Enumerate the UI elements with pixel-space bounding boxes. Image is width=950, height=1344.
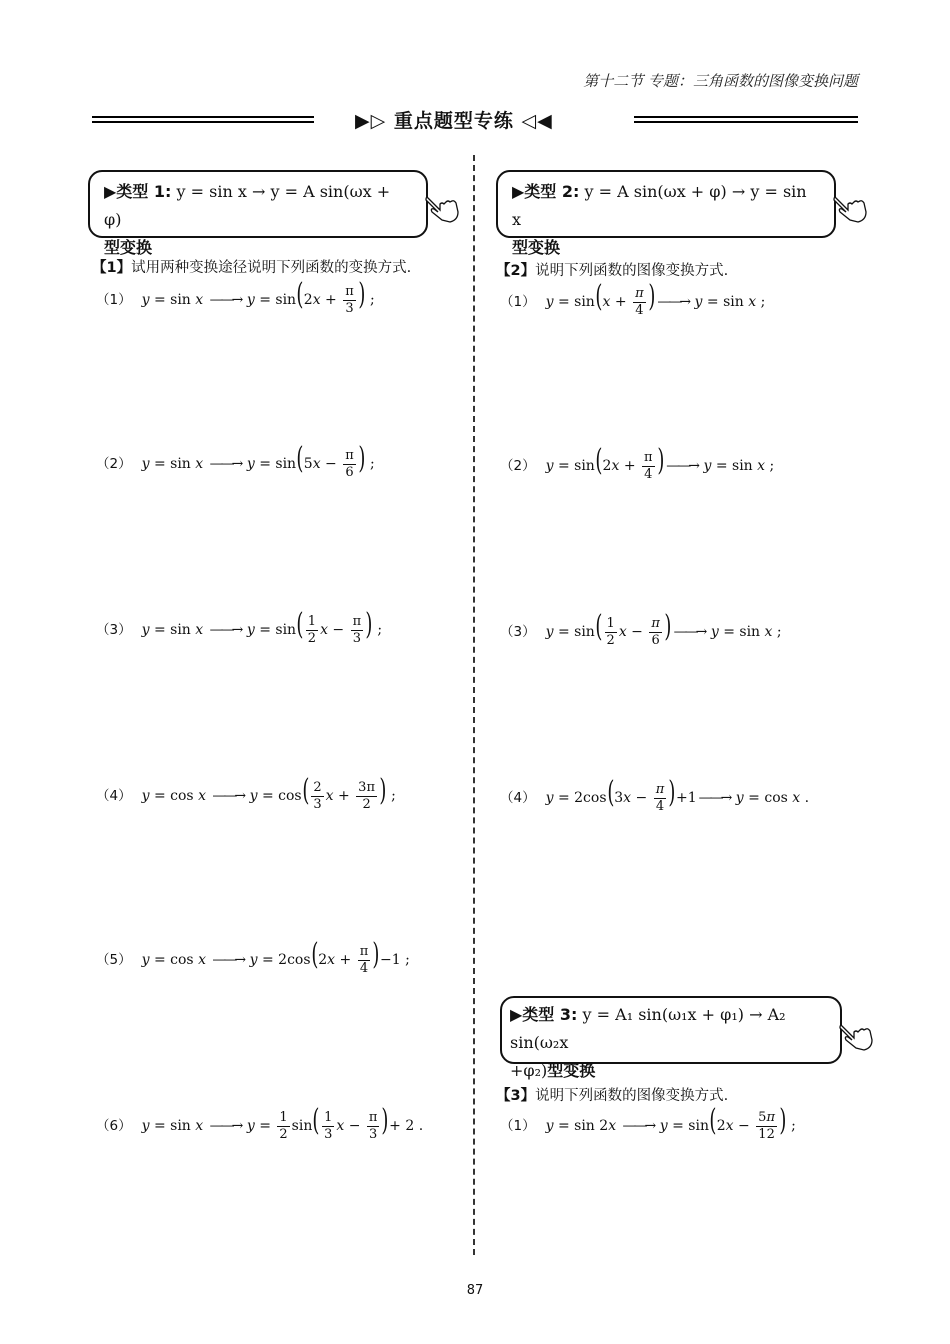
item-number: （1） bbox=[500, 294, 536, 311]
q1-item-4: （4） y = cos x ——→ y = cos( $\frac{2}{3}$ x + $\frac{3\pi}{2}$ ) ; bbox=[96, 773, 396, 812]
type2-box bbox=[496, 170, 836, 257]
title-rule-right-2 bbox=[634, 121, 858, 123]
item-number: （3） bbox=[500, 624, 536, 641]
q2-number: 【2】 bbox=[496, 263, 536, 279]
item-number: （1） bbox=[500, 1118, 536, 1135]
q3-text: 说明下列函数的图像变换方式. bbox=[535, 1088, 729, 1104]
q1-text: 试用两种变换途径说明下列函数的变换方式. bbox=[131, 260, 412, 276]
q1-item-5: （5） y = cos x ——→ y = 2cos(2x + $\frac{\pi}{4}$ )−1 ; bbox=[96, 937, 410, 976]
title-rule-left-2 bbox=[92, 121, 314, 123]
title-rule-left bbox=[92, 116, 314, 118]
type3-formula-cont: +φ₂) bbox=[510, 1061, 548, 1080]
type3-label: ▶类型 3: bbox=[510, 1005, 578, 1024]
item-number: （3） bbox=[96, 622, 132, 639]
type1-suffix: 型变换 bbox=[104, 238, 153, 257]
item-number: （6） bbox=[96, 1118, 132, 1135]
title-rule-right bbox=[634, 116, 858, 118]
q3-number: 【3】 bbox=[496, 1088, 536, 1104]
q1-item-2: （2） y = sin x ——→ y = sin(5x − $\frac{\pi}{6}$ ) ; bbox=[96, 441, 375, 480]
type3-box bbox=[500, 996, 842, 1080]
q2-item-2: （2） y = sin(2x + $\frac{\pi}{4}$ ) ——→ y = sin x ; bbox=[500, 443, 775, 482]
type1-box bbox=[88, 170, 428, 257]
item-number: （1） bbox=[96, 292, 132, 309]
chapter-title: 第十二节 专题：三角函数的图像变换问题 bbox=[583, 72, 858, 90]
page-number: 87 bbox=[466, 1283, 484, 1298]
pointing-hand-icon bbox=[838, 1018, 878, 1058]
q1-item-6: （6） y = sin x ——→ y = $\frac{1}{2}$ sin( $\frac{1}{3}$ x − $\frac{\pi}{3}$ )+ 2 . bbox=[96, 1103, 424, 1142]
q2-item-4: （4） y = 2cos(3x − $\frac{\pi}{4}$ )+1 ——→ y = cos x . bbox=[500, 775, 810, 814]
q1-number: 【1】 bbox=[92, 260, 132, 276]
item-number: （2） bbox=[500, 458, 536, 475]
type3-formula: y = A₁ sin(ω₁x + φ₁) → A₂ sin(ω₂x bbox=[510, 1005, 786, 1052]
q1-heading bbox=[92, 256, 411, 277]
q2-heading bbox=[496, 259, 728, 280]
type2-suffix: 型变换 bbox=[512, 238, 561, 257]
item-number: （5） bbox=[96, 952, 132, 969]
type2-formula: y = A sin(ωx + φ) → y = sin x bbox=[512, 182, 807, 229]
type1-formula: y = sin x → y = A sin(ωx + φ) bbox=[104, 182, 391, 229]
column-divider bbox=[473, 155, 475, 1255]
pointing-hand-icon bbox=[424, 190, 464, 230]
item-number: （2） bbox=[96, 456, 132, 473]
item-number: （4） bbox=[96, 788, 132, 805]
q1-item-3: （3） y = sin x ——→ y = sin( $\frac{1}{2}$ x − $\frac{\pi}{3}$ ) ; bbox=[96, 607, 383, 646]
q2-item-3: （3） y = sin( $\frac{1}{2}$ x − $\frac{\pi}{6}$ ) ——→ y = sin x ; bbox=[500, 609, 782, 648]
type1-label: ▶类型 1: bbox=[104, 182, 172, 201]
type3-suffix: 型变换 bbox=[547, 1061, 596, 1080]
pointing-hand-icon bbox=[832, 190, 872, 230]
q2-text: 说明下列函数的图像变换方式. bbox=[535, 263, 729, 279]
section-title: ▶▷ 重点题型专练 ◁◀ bbox=[355, 110, 553, 132]
q3-item-1: （1） y = sin 2x ——→ y = sin(2x − $\frac{5\pi}{12}$ ) ; bbox=[500, 1103, 796, 1142]
item-number: （4） bbox=[500, 790, 536, 807]
type2-label: ▶类型 2: bbox=[512, 182, 580, 201]
q3-heading bbox=[496, 1084, 728, 1105]
q1-item-1: （1） y = sin x ——→ y = sin(2x + $\frac{\pi}{3}$ ) ; bbox=[96, 277, 375, 316]
q2-item-1: （1） y = sin(x + $\frac{\pi}{4}$ ) ——→ y = sin x ; bbox=[500, 279, 766, 318]
